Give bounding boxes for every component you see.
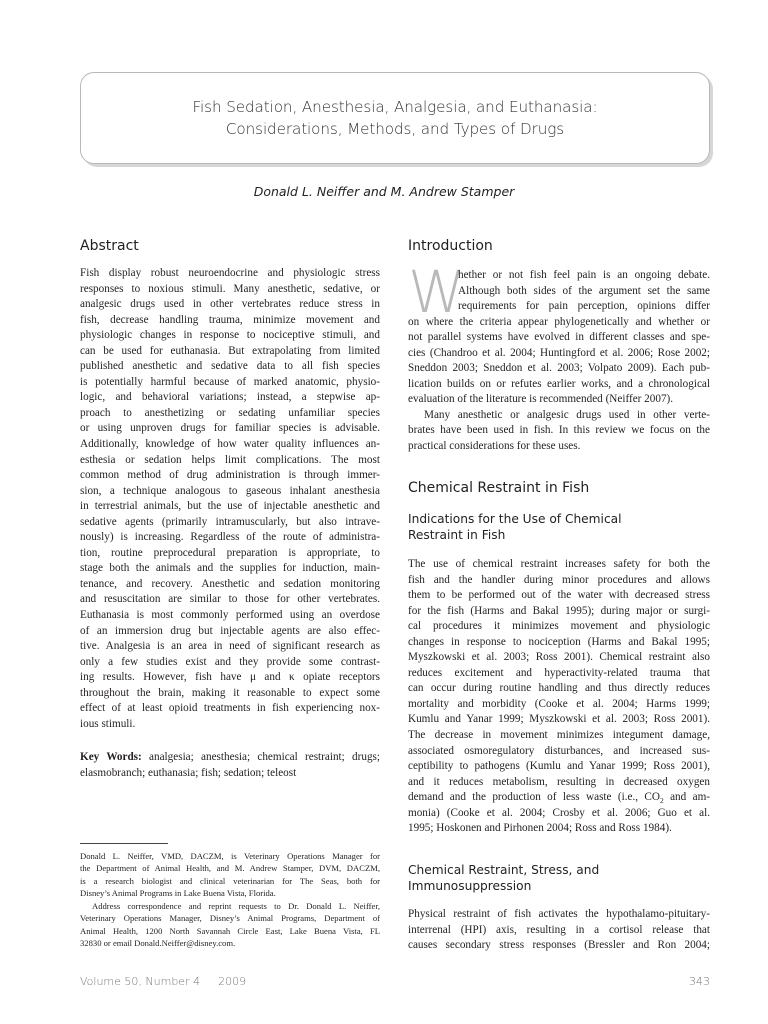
abstract-line: ious stimuli. bbox=[80, 717, 136, 730]
keywords-label: Key Words: bbox=[80, 751, 142, 763]
abstract-line: tive. Analgesia is an area in need of significant research as bbox=[80, 640, 380, 653]
footnote-line: Disney’s Animal Programs in Lake Buena Vista, Florida. bbox=[80, 888, 276, 899]
indications-line: mortality and morbidity (Cooke et al. 2004; Harms 1999; bbox=[408, 697, 710, 710]
introduction-heading: Introduction bbox=[408, 238, 493, 254]
indications-line: cal procedures it minimizes movement and physiologic bbox=[408, 620, 710, 633]
introduction-line: Although both sides of the argument set the same bbox=[458, 284, 710, 297]
abstract-line: responses to noxious stimuli. Many anesthetic, sedative, or bbox=[80, 282, 380, 295]
stress-body bbox=[408, 907, 710, 954]
abstract-line: proach to anesthetizing or sedating unfamiliar species bbox=[80, 406, 380, 419]
introduction-line: on where the criteria appear phylogenetically and whether or bbox=[408, 315, 710, 328]
footnote-line: Address correspondence and reprint requests to Dr. Donald L. Neiffer, bbox=[92, 901, 380, 911]
footnote-line: Donald L. Neiffer, VMD, DACZM, is Veterinary Operations Manager for bbox=[80, 851, 380, 861]
title-line-1: Fish Sedation, Anesthesia, Analgesia, and Euthanasia: bbox=[192, 98, 598, 116]
indications-body bbox=[408, 557, 710, 837]
abstract-line: nously) is increasing. Regardless of the route of administra- bbox=[80, 531, 380, 544]
keywords bbox=[80, 750, 380, 781]
co2-text: demand and the production of less waste (i.e., CO bbox=[408, 791, 660, 804]
abstract-line: tenance, and recovery. Anesthetic and sedation monitoring bbox=[80, 577, 380, 590]
author-footnote bbox=[80, 850, 380, 900]
stress-line: Physical restraint of fish activates the hypothalamo-pituitary- bbox=[408, 908, 710, 920]
abstract-line: Additionally, knowledge of how water quality influences an- bbox=[80, 438, 380, 451]
stress-subheading-line-1: Chemical Restraint, Stress, and bbox=[408, 863, 600, 877]
introduction-line: requirements for pain perception, opinions differ bbox=[458, 300, 710, 313]
co2-text-end: and am- bbox=[663, 791, 710, 804]
abstract-line: fish, decrease handling trauma, minimize movement and bbox=[80, 313, 380, 326]
abstract-line: analgesic drugs used in other vertebrates reduce stress in bbox=[80, 298, 380, 311]
indications-line: associated osmoregulatory disturbances, and increased sus- bbox=[408, 744, 710, 757]
abstract-line: stage both the animals and the supplies for induction, main- bbox=[80, 562, 380, 575]
abstract-line: is potentially harmful because of marked anatomic, physio- bbox=[80, 375, 380, 388]
authors: Donald L. Neiffer and M. Andrew Stamper bbox=[253, 184, 515, 199]
indications-line: ceptibility to pathogens (Kumlu and Yanar 1999; Ross 2001), bbox=[408, 760, 710, 773]
abstract-line: published anesthetic and sedative data to all fish species bbox=[80, 360, 380, 373]
footnote-line: Veterinary Operations Manager, Disney’s Animal Programs, Department of bbox=[80, 913, 380, 924]
chemical-restraint-heading: Chemical Restraint in Fish bbox=[408, 480, 590, 496]
indications-line: The decrease in movement minimizes integument damage, bbox=[408, 729, 710, 742]
footnote-rule bbox=[80, 843, 168, 844]
abstract-line: or using unproven drugs for familiar species is advisable. bbox=[80, 422, 380, 435]
indications-line bbox=[408, 790, 710, 806]
abstract-line: sedative agents (primarily intramuscularly, but also intrave- bbox=[80, 515, 380, 528]
page-number: 343 bbox=[689, 975, 710, 988]
abstract-line: and resuscitation are similar to those for other vertebrates. bbox=[80, 593, 380, 606]
indications-line: changes in response to nociception (Harms and Bakal 1995; bbox=[408, 635, 710, 648]
stress-subheading-line-2: Immunosuppression bbox=[408, 879, 532, 893]
footnote-line: 32830 or email Donald.Neiffer@disney.com. bbox=[80, 938, 236, 949]
footer-volume: Volume 50, Number 4 bbox=[80, 975, 201, 988]
footnote-line: the Department of Animal Health, and M. Andrew Stamper, DVM, DACZM, bbox=[80, 863, 380, 874]
abstract-line: sion, a technique analogous to gaseous inhalant anesthesia bbox=[80, 484, 380, 497]
abstract-line: ing results. However, fish have μ and κ opiate receptors bbox=[80, 671, 380, 684]
abstract-heading: Abstract bbox=[80, 238, 139, 254]
abstract-line: esthesia or sedation helps limit complications. The most bbox=[80, 453, 380, 466]
indications-line: 1995; Hoskonen and Pirhonen 2004; Ross and Ross 1984). bbox=[408, 822, 672, 835]
indications-line: The use of chemical restraint increases safety for both the bbox=[408, 558, 710, 570]
footnote-line: is a research biologist and clinical veterinarian for The Seas, both for bbox=[80, 875, 380, 886]
introduction-line: hether or not fish feel pain is an ongoing debate. bbox=[458, 269, 710, 281]
title-box bbox=[80, 72, 710, 164]
indications-subheading-line-1: Indications for the Use of Chemical bbox=[408, 512, 622, 526]
abstract-body bbox=[80, 266, 380, 732]
stress-line: causes secondary stress responses (Bressler and Ron 2004; bbox=[408, 939, 710, 952]
abstract-line: tion, routine preprocedural preparation is appropriate, to bbox=[80, 546, 380, 559]
abstract-line: only a few studies exist and they provide some contrast- bbox=[80, 655, 380, 668]
co2-subscript: 2 bbox=[659, 796, 664, 806]
abstract-line: Fish display robust neuroendocrine and physiologic stress bbox=[80, 267, 380, 279]
title-line-2: Considerations, Methods, and Types of Drugs bbox=[225, 120, 565, 138]
abstract-line: physiologic changes in response to nociceptive stimuli, and bbox=[80, 329, 380, 342]
abstract-line: Euthanasia is most commonly performed using an overdose bbox=[80, 609, 380, 622]
keywords-line-1: analgesia; anesthesia; chemical restraint; drugs; bbox=[141, 751, 380, 763]
footer-year: 2009 bbox=[218, 975, 247, 988]
abstract-line: common method of drug administration is through immer- bbox=[80, 469, 380, 482]
stress-line: interrenal (HPI) axis, resulting in a cortisol release that bbox=[408, 923, 710, 936]
stress-subheading bbox=[408, 862, 599, 894]
abstract-line: of an immersion drug but injectable agents are also effec- bbox=[80, 624, 380, 637]
indications-subheading bbox=[408, 511, 622, 543]
introduction-line: evaluation of the literature is recommended (Neiffer 2007). bbox=[408, 393, 674, 406]
introduction-line: brates have been used in fish. In this review we focus on the bbox=[408, 424, 710, 437]
indications-line: can occur during routine handling and thus directly reduces bbox=[408, 682, 710, 695]
abstract-line: throughout the brain, making it reasonable to expect some bbox=[80, 686, 380, 699]
abstract-line: can be used for euthanasia. But extrapolating from limited bbox=[80, 344, 380, 357]
indications-line: Myszkowski et al. 2003; Ross 2001). Chemical restraint also bbox=[408, 651, 710, 664]
abstract-line: effect of at least opioid treatments in fish experiencing nox- bbox=[80, 702, 380, 715]
indications-subheading-line-2: Restraint in Fish bbox=[408, 528, 506, 542]
introduction-line: practical considerations for these uses. bbox=[408, 440, 581, 453]
introduction-line: Many anesthetic or analgesic drugs used in other verte- bbox=[424, 408, 710, 421]
indications-line: them to be performed out of the water with decreased stress bbox=[408, 589, 710, 602]
keywords-line-2: elasmobranch; euthanasia; fish; sedation; teleost bbox=[80, 766, 297, 779]
footer-journal-info bbox=[80, 975, 246, 988]
drop-cap: W bbox=[408, 258, 466, 326]
indications-line: for the fish (Harms and Bakal 1995); during major or surgi- bbox=[408, 604, 710, 617]
introduction-line: not parallel systems have evolved in different classes and spe- bbox=[408, 331, 710, 344]
introduction-line: lication builds on or refutes earlier works, and a chronological bbox=[408, 377, 710, 390]
indications-line: reduces excitement and hyperactivity-related trauma that bbox=[408, 666, 710, 679]
abstract-line: logic, and behavioral variations; instead, a stepwise ap- bbox=[80, 391, 380, 404]
introduction-line: Sneddon 2003; Sneddon et al. 2003; Volpato 2009). Each pub- bbox=[408, 362, 710, 375]
correspondence-footnote bbox=[80, 900, 380, 950]
footnote-line: Animal Health, 1200 North Savannah Circle East, Lake Buena Vista, FL bbox=[80, 925, 380, 936]
introduction-line: cies (Chandroo et al. 2004; Huntingford et al. 2006; Rose 2002; bbox=[408, 346, 710, 359]
introduction-body bbox=[408, 268, 710, 455]
indications-line: Kumlu and Yanar 1999; Myszkowski et al. 2003; Ross 2001). bbox=[408, 713, 710, 726]
indications-line: and it reduces metabolism, resulting in decreased oxygen bbox=[408, 775, 710, 788]
indications-line: fish and the handler during minor procedures and allows bbox=[408, 573, 710, 586]
abstract-line: in terrestrial animals, but the use of injectable anesthetic and bbox=[80, 500, 380, 513]
indications-line: monia) (Cooke et al. 2004; Crosby et al. 2006; Guo et al. bbox=[408, 806, 710, 819]
